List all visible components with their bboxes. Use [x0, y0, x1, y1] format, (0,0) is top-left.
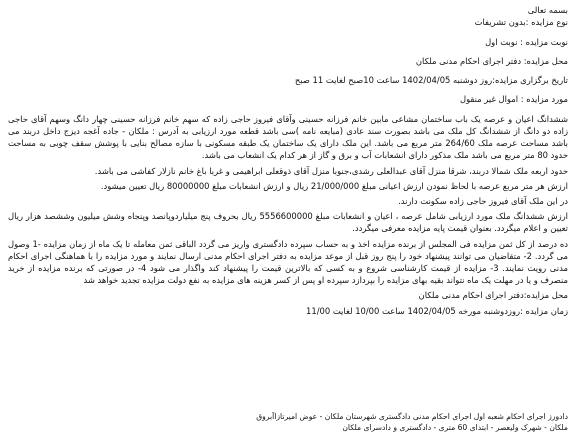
property-description: ششدانگ اعیان و عرصه یک باب ساختمان مشاعی مابین خانم فرزانه حسینی وآقای فیروز حاجی زاده که سهم خانم فرزانه حسینی چهار دانگ وسهم آقای حاجی زاده دو دانگ از ششدانگ کل ملک می باشد بصورت سند عادی (مبایعه نامه )سی باشد قطعه مورد ارزیابی به آدرس : ملکان - جاده آغجه دیزج داخل دربند می باشد مساحت عرصه ملک 264/60 متر مربع می باشد. این ملک دارای یک ساختمان یک طبقه مسکونی با سازه مصالح بنایی با پوشش سقف چوبی به مساحت حدود 80 متر مربع می باشد ملک مذکور دارای انشعابات آب و برق و گاز از هر کدام یک انشعاب می باشد. — [8, 113, 568, 161]
auction-conditions: ده درصد از کل ثمن مزایده فی المجلس از برنده مزایده اخذ و به حساب سپرده دادگستری واریز می گردد الباقی ثمن معامله تا یک ماه از زمان مزایده -1 وصول می گردد. 2- متقاضیان می توانند پیشنهاد خود را پنج روز قبل از موعد مزایده به دفتر اجرای احکام مدنی ارسال نمایند و مورد مزایده را با هماهنگی اجرای احکام مدنی رویت نمایند. 3- مزایده از قیمت کارشناسی شروع و به کسی که بالاترین قیمت را پیشنهاد کند واگذار می شود 4- در صورتی که برنده مزایده از خرید منصرف و یا در مهلت یک ماه نتواند بقیه بهای مزایده را بپردازد سپرده او پس از کسر هزینه های مزایده به نفع دولت مزایده تجدید خواهد شد — [8, 238, 568, 286]
auction-place-repeat: محل مزایده:دفتر اجرای احکام مدنی ملکان — [418, 290, 568, 301]
property-total-value: ارزش ششدانگ ملک مورد ارزیابی شامل عرصه ، اعیان و انشعابات مبلغ 5556600000 ریال بحروف پنج میلیاردوپانصد وپنجاه وشش میلیون وششصد هزار ریال تعیین و اعلام میگردد. بعنوان قیمت پایه مزایده معرفی میگردد. — [8, 211, 568, 234]
footer-address: ملکان - شهرک ولیعصر - ابتدای 60 متری - دادگستری و دادسرای ملکان — [342, 422, 568, 432]
auction-subject: مورد مزایده : اموال غیر منقول — [459, 94, 568, 105]
auction-type: نوع مزایده :بدون تشریفات — [474, 17, 568, 28]
footer-office: دادورز اجرای احکام شعبه اول اجرای احکام مدنی دادگستری شهرستان ملکان - عوض امیرتازاآبروق — [256, 412, 568, 421]
property-occupant: در این ملک آقای فیروز حاجی زاده سکونت دارند. — [398, 196, 568, 206]
property-unit-value: ارزش هر متر مربع عرصه با لحاظ نمودن ارزش اعیانی مبلغ 21/000/000 ریال و ارزش انشعابات مبلغ 80000000 ریال تعیین میشود. — [100, 180, 568, 191]
footer — [120, 412, 568, 433]
auction-place: محل مزایده: دفتر اجرای احکام مدنی ملکان — [415, 55, 568, 66]
auction-round: نوبت مزایده : نوبت اول — [485, 36, 568, 47]
property-boundaries: حدود اربعه ملک شمالا دربند، شرقا منزل آقای عبدالعلی رشدی،جنوبا منزل آقای ذوقعلی ابراهیمی و غربا باغ خانم نازلار کفاشی می باشد. — [94, 165, 568, 176]
auction-datetime: تاریخ برگزاری مزایده:روز دوشنبه 1402/04/05 ساعت 10صبح لغایت 11 صبح — [294, 75, 568, 86]
auction-time-repeat: زمان مزایده :روزدوشنبه مورخه 1402/04/05 ساعت 10/00 لغایت 11/00 — [306, 305, 568, 316]
basmala-heading: بسمه تعالی — [527, 5, 568, 15]
